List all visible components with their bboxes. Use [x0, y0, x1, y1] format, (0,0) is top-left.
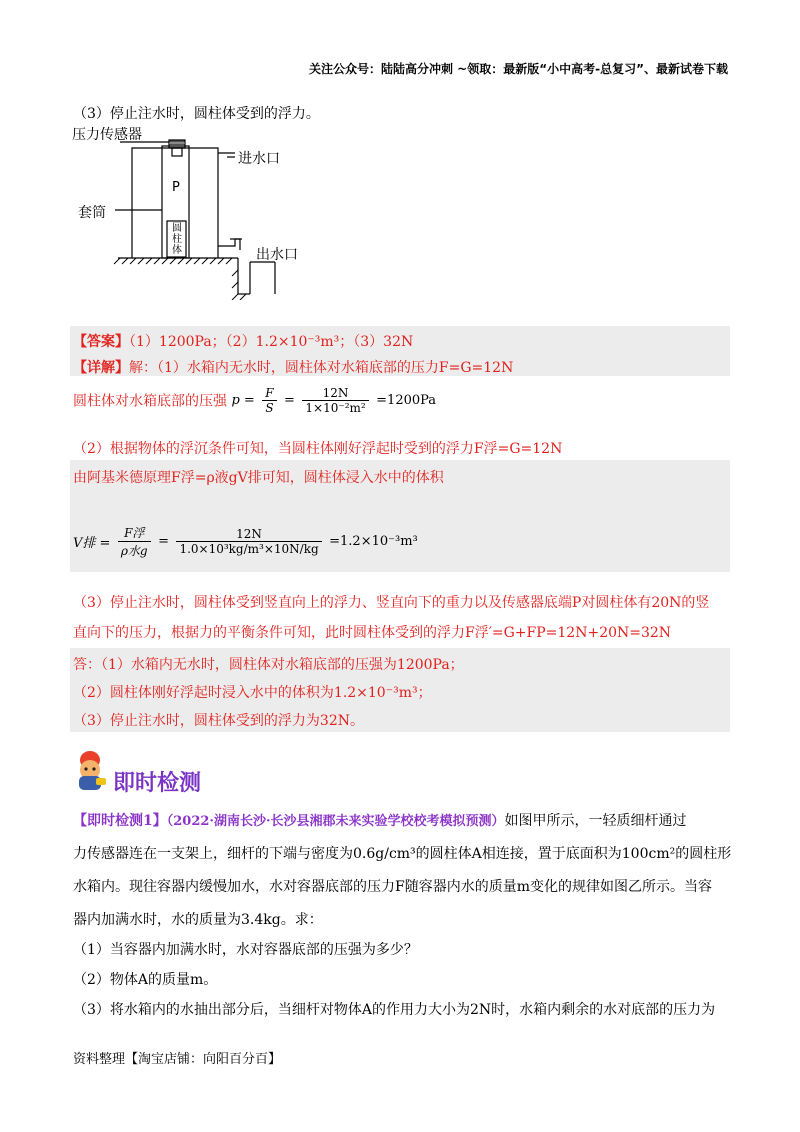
problem-question-1: （1）当容器内加满水时，水对容器底部的压强为多少？	[73, 942, 418, 958]
volume-fraction-values	[176, 527, 321, 556]
volume-result: =1.2×10⁻³m³	[329, 534, 418, 549]
pressure-prefix: 圆柱体对水箱底部的压强	[73, 393, 227, 410]
fraction-area: 1×10⁻²m²	[305, 401, 366, 415]
problem-line-1-tail: 如图甲所示，一轻质细杆通过	[504, 813, 687, 829]
conclusion-line-2: （2）圆柱体刚好浮起时浸入水中的体积为1.2×10⁻³m³；	[73, 685, 432, 701]
problem-source: （2022·湖南长沙·长沙县湘郡未来实验学校校考模拟预测）	[166, 814, 505, 829]
volume-fraction-symbolic	[118, 524, 151, 559]
sleeve-label: 套筒	[78, 205, 106, 221]
detail-line-5: （3）停止注水时，圆柱体受到竖直向上的浮力、竖直向下的重力以及传感器底端P对圆柱体有20N的竖	[73, 595, 710, 611]
fraction-f-buoy: F浮	[118, 524, 151, 542]
fraction-12n-b: 12N	[176, 527, 321, 542]
problem-line-1	[73, 810, 686, 830]
section-title: 即时检测	[113, 771, 202, 796]
fraction-density: 1.0×10³kg/m³×10N/kg	[179, 542, 319, 556]
pressure-fraction-values	[302, 386, 368, 415]
pressure-result: =1200Pa	[376, 393, 437, 408]
pressure-formula-line: 圆柱体对水箱底部的压强 p = $\frac{F}{S}$ = $\frac{12N}{\text{1×10⁻²m²}}$ =1200Pa	[73, 386, 437, 415]
page-header: 关注公众号：陆陆高分冲刺 ~领取：最新版“小中高考-总复习”、最新试卷下载	[309, 62, 728, 76]
mascot-icon	[70, 748, 110, 794]
fraction-rho-g: ρ水g	[120, 544, 148, 558]
fraction-s: S	[265, 401, 274, 415]
apparatus-diagram	[70, 124, 330, 300]
pressure-lhs: p =	[231, 393, 255, 408]
fraction-12n: 12N	[302, 386, 368, 401]
page-footer: 资料整理【淘宝店铺：向阳百分百】	[73, 1052, 282, 1067]
pressure-sensor-label: 压力传感器	[72, 127, 142, 143]
detail-text-1: 解：（1）水箱内无水时，圆柱体对水箱底部的压力F=G=12N	[129, 360, 514, 376]
problem-line-4: 器内加满水时，水的质量为3.4kg。求：	[73, 912, 323, 928]
detail-line-3: （2）根据物体的浮沉条件可知，当圆柱体刚好浮起时受到的浮力F浮=G=12N	[73, 441, 563, 457]
problem-line-3: 水箱内。现往容器内缓慢加水，水对容器底部的压力F随容器内水的质量m变化的规律如图乙所示。当容	[73, 879, 712, 895]
apparatus-drawing	[70, 124, 330, 300]
answer-text: （1）1200Pa；（2）1.2×10⁻³m³；（3）32N	[129, 334, 414, 350]
fraction-f: F	[262, 386, 276, 401]
detail-line-6: 直向下的压力，根据力的平衡条件可知，此时圆柱体受到的浮力F浮′=G+FP=12N+20N=32N	[73, 625, 672, 641]
problem-question-2: （2）物体A的质量m。	[73, 972, 218, 988]
conclusion-line-3: （3）停止注水时，圆柱体受到的浮力为32N。	[73, 713, 364, 729]
detail-line-1	[73, 357, 513, 377]
problem-question-3: （3）将水箱内的水抽出部分后，当细杆对物体A的作用力大小为2N时，水箱内剩余的水对底部的压力为	[73, 1002, 716, 1018]
volume-lhs: V排 =	[73, 536, 111, 551]
p-label: P	[172, 180, 180, 195]
conclusion-line-1: 答：（1）水箱内无水时，圆柱体对水箱底部的压强为1200Pa；	[73, 657, 464, 673]
problem-label: 【即时检测1】	[73, 813, 167, 829]
inlet-label: 进水口	[238, 151, 280, 167]
detail-line-4: 由阿基米德原理F浮=ρ液gV排可知，圆柱体浸入水中的体积	[73, 470, 444, 486]
pressure-fraction-symbolic	[262, 386, 276, 415]
answer-line	[73, 331, 413, 351]
question-3-intro: （3）停止注水时，圆柱体受到的浮力。	[73, 106, 320, 122]
cylinder-label: 圆柱体	[172, 223, 182, 256]
outlet-label: 出水口	[256, 247, 298, 263]
detail-label: 【详解】	[73, 360, 129, 376]
answer-label: 【答案】	[73, 334, 129, 350]
problem-line-2: 力传感器连在一支架上，细杆的下端与密度为0.6g/cm³的圆柱体A相连接，置于底面积为100cm²的圆柱形	[73, 846, 732, 862]
volume-formula-line: V排 = $\frac{\text{F浮}}{\text{ρ水g}}$ = $\frac{12N}{\text{1.0×10³kg/m³×10N/kg}}$ =1.2×10⁻³m³	[73, 526, 418, 558]
